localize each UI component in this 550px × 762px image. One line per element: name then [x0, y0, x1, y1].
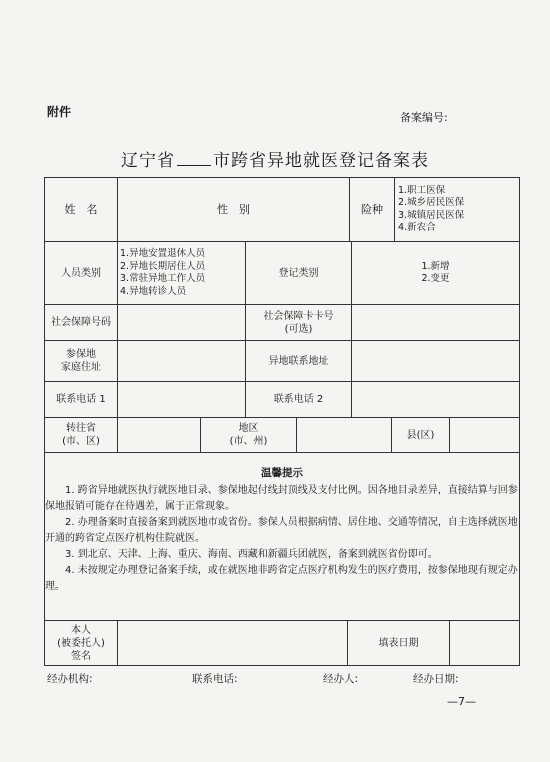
to-province-field[interactable]: [118, 418, 200, 452]
reg-type-options[interactable]: [352, 242, 519, 304]
title-suffix: 市跨省异地就医登记备案表: [213, 151, 429, 171]
ss-card-field[interactable]: [352, 305, 519, 340]
agency-label: 经办机构:: [47, 673, 93, 685]
home-address-field[interactable]: [118, 341, 245, 381]
person-type-options[interactable]: [120, 242, 245, 304]
region-label-line: (市、州): [229, 436, 268, 447]
remote-address-field[interactable]: [352, 341, 519, 381]
notice-title: 温馨提示: [261, 467, 303, 479]
table-border-right: [519, 177, 520, 666]
reg-type-option[interactable]: 1.新增: [421, 260, 450, 272]
county-field[interactable]: [450, 418, 519, 452]
home-address-label: [45, 341, 117, 381]
notice-item: 2. 办理备案时直接备案到就医地市或省份。参保人员根据病情、居住地、交通等情况，自主选择就医地开通的跨省定点医疗机构住院就医。: [45, 517, 518, 544]
name-gender-field[interactable]: [118, 178, 349, 241]
form-title: [0, 146, 550, 171]
phone2-label: 联系电话 2: [273, 394, 324, 405]
city-blank[interactable]: [177, 151, 211, 166]
ss-card-label-line: 社会保障卡卡号: [263, 310, 334, 322]
insurance-label: 险种: [361, 203, 383, 216]
to-province-label-line: 转往省: [66, 423, 96, 434]
to-province-label-line: (市、区): [62, 436, 100, 447]
signer-label-line: 本人: [71, 624, 91, 636]
title-prefix: 辽宁省: [121, 151, 175, 171]
name-label: 姓 名: [64, 203, 98, 216]
insurance-option[interactable]: 2.城乡居民医保: [398, 197, 465, 208]
reg-type-label: 登记类别: [278, 267, 319, 279]
insurance-options[interactable]: [398, 178, 518, 241]
fill-date-field[interactable]: [450, 621, 519, 665]
notice-item: 4. 未按规定办理登记备案手续，或在就医地非跨省定点医疗机构发生的医疗费用，按参保地现有规定办理。: [45, 565, 518, 592]
ss-number-field[interactable]: [118, 305, 245, 340]
notice-item: 1. 跨省异地就医执行就医地目录、参保地起付线封顶线及支付比例。因各地目录差异，直接结算与回参保地报销可能存在待遇差，属于正常现象。: [45, 485, 518, 512]
person-type-option[interactable]: 3.常驻异地工作人员: [120, 273, 206, 284]
signature-field[interactable]: [118, 621, 347, 665]
handle-date-label: 经办日期:: [413, 673, 459, 685]
ss-number-label: 社会保障号码: [51, 317, 111, 328]
agency-phone-label: 联系电话:: [192, 673, 238, 685]
col-divider: [394, 177, 395, 241]
fill-date-label: 填表日期: [378, 637, 419, 649]
region-label: [201, 418, 296, 452]
person-type-option[interactable]: 2.异地长期居住人员: [120, 260, 206, 272]
phone1-label: 联系电话 1: [56, 394, 106, 405]
gender-label: 性 别: [217, 203, 250, 216]
person-type-label: 人员类别: [61, 267, 101, 279]
notice-section: [45, 465, 519, 595]
signer-label-line: 签名: [71, 650, 91, 662]
handler-label: 经办人:: [323, 673, 359, 685]
county-label: 县(区): [406, 429, 435, 441]
home-address-label-line: 参保地: [66, 349, 96, 360]
ss-card-optional: (可选): [284, 323, 313, 335]
person-type-option[interactable]: 4.异地转诊人员: [120, 285, 187, 297]
reg-type-option[interactable]: 2.变更: [421, 273, 450, 284]
record-number-label: 备案编号:: [400, 111, 448, 124]
page-number: —7—: [447, 695, 476, 708]
region-field[interactable]: [297, 418, 391, 452]
signer-label: [45, 621, 117, 665]
insurance-option[interactable]: 1.职工医保: [398, 184, 446, 196]
region-label-line: 地区: [238, 423, 259, 434]
phone1-field[interactable]: [118, 382, 245, 417]
insurance-option[interactable]: 4.新农合: [398, 222, 436, 233]
insurance-option[interactable]: 3.城镇居民医保: [398, 209, 465, 221]
to-province-label: [45, 418, 117, 452]
attachment-label: 附件: [47, 105, 72, 119]
remote-address-label: 异地联系地址: [268, 355, 329, 367]
row-divider: [44, 452, 520, 453]
notice-item: 3. 到北京、天津、上海、重庆、海南、西藏和新疆兵团就医，备案到就医省份即可。: [65, 549, 438, 560]
phone2-field[interactable]: [352, 382, 519, 417]
table-border-bottom: [44, 665, 520, 666]
ss-card-label: [246, 305, 351, 340]
home-address-label-line: 家庭住址: [61, 362, 101, 373]
person-type-option[interactable]: 1.异地安置退休人员: [120, 248, 206, 259]
signer-label-line: (被委托人): [57, 637, 105, 649]
